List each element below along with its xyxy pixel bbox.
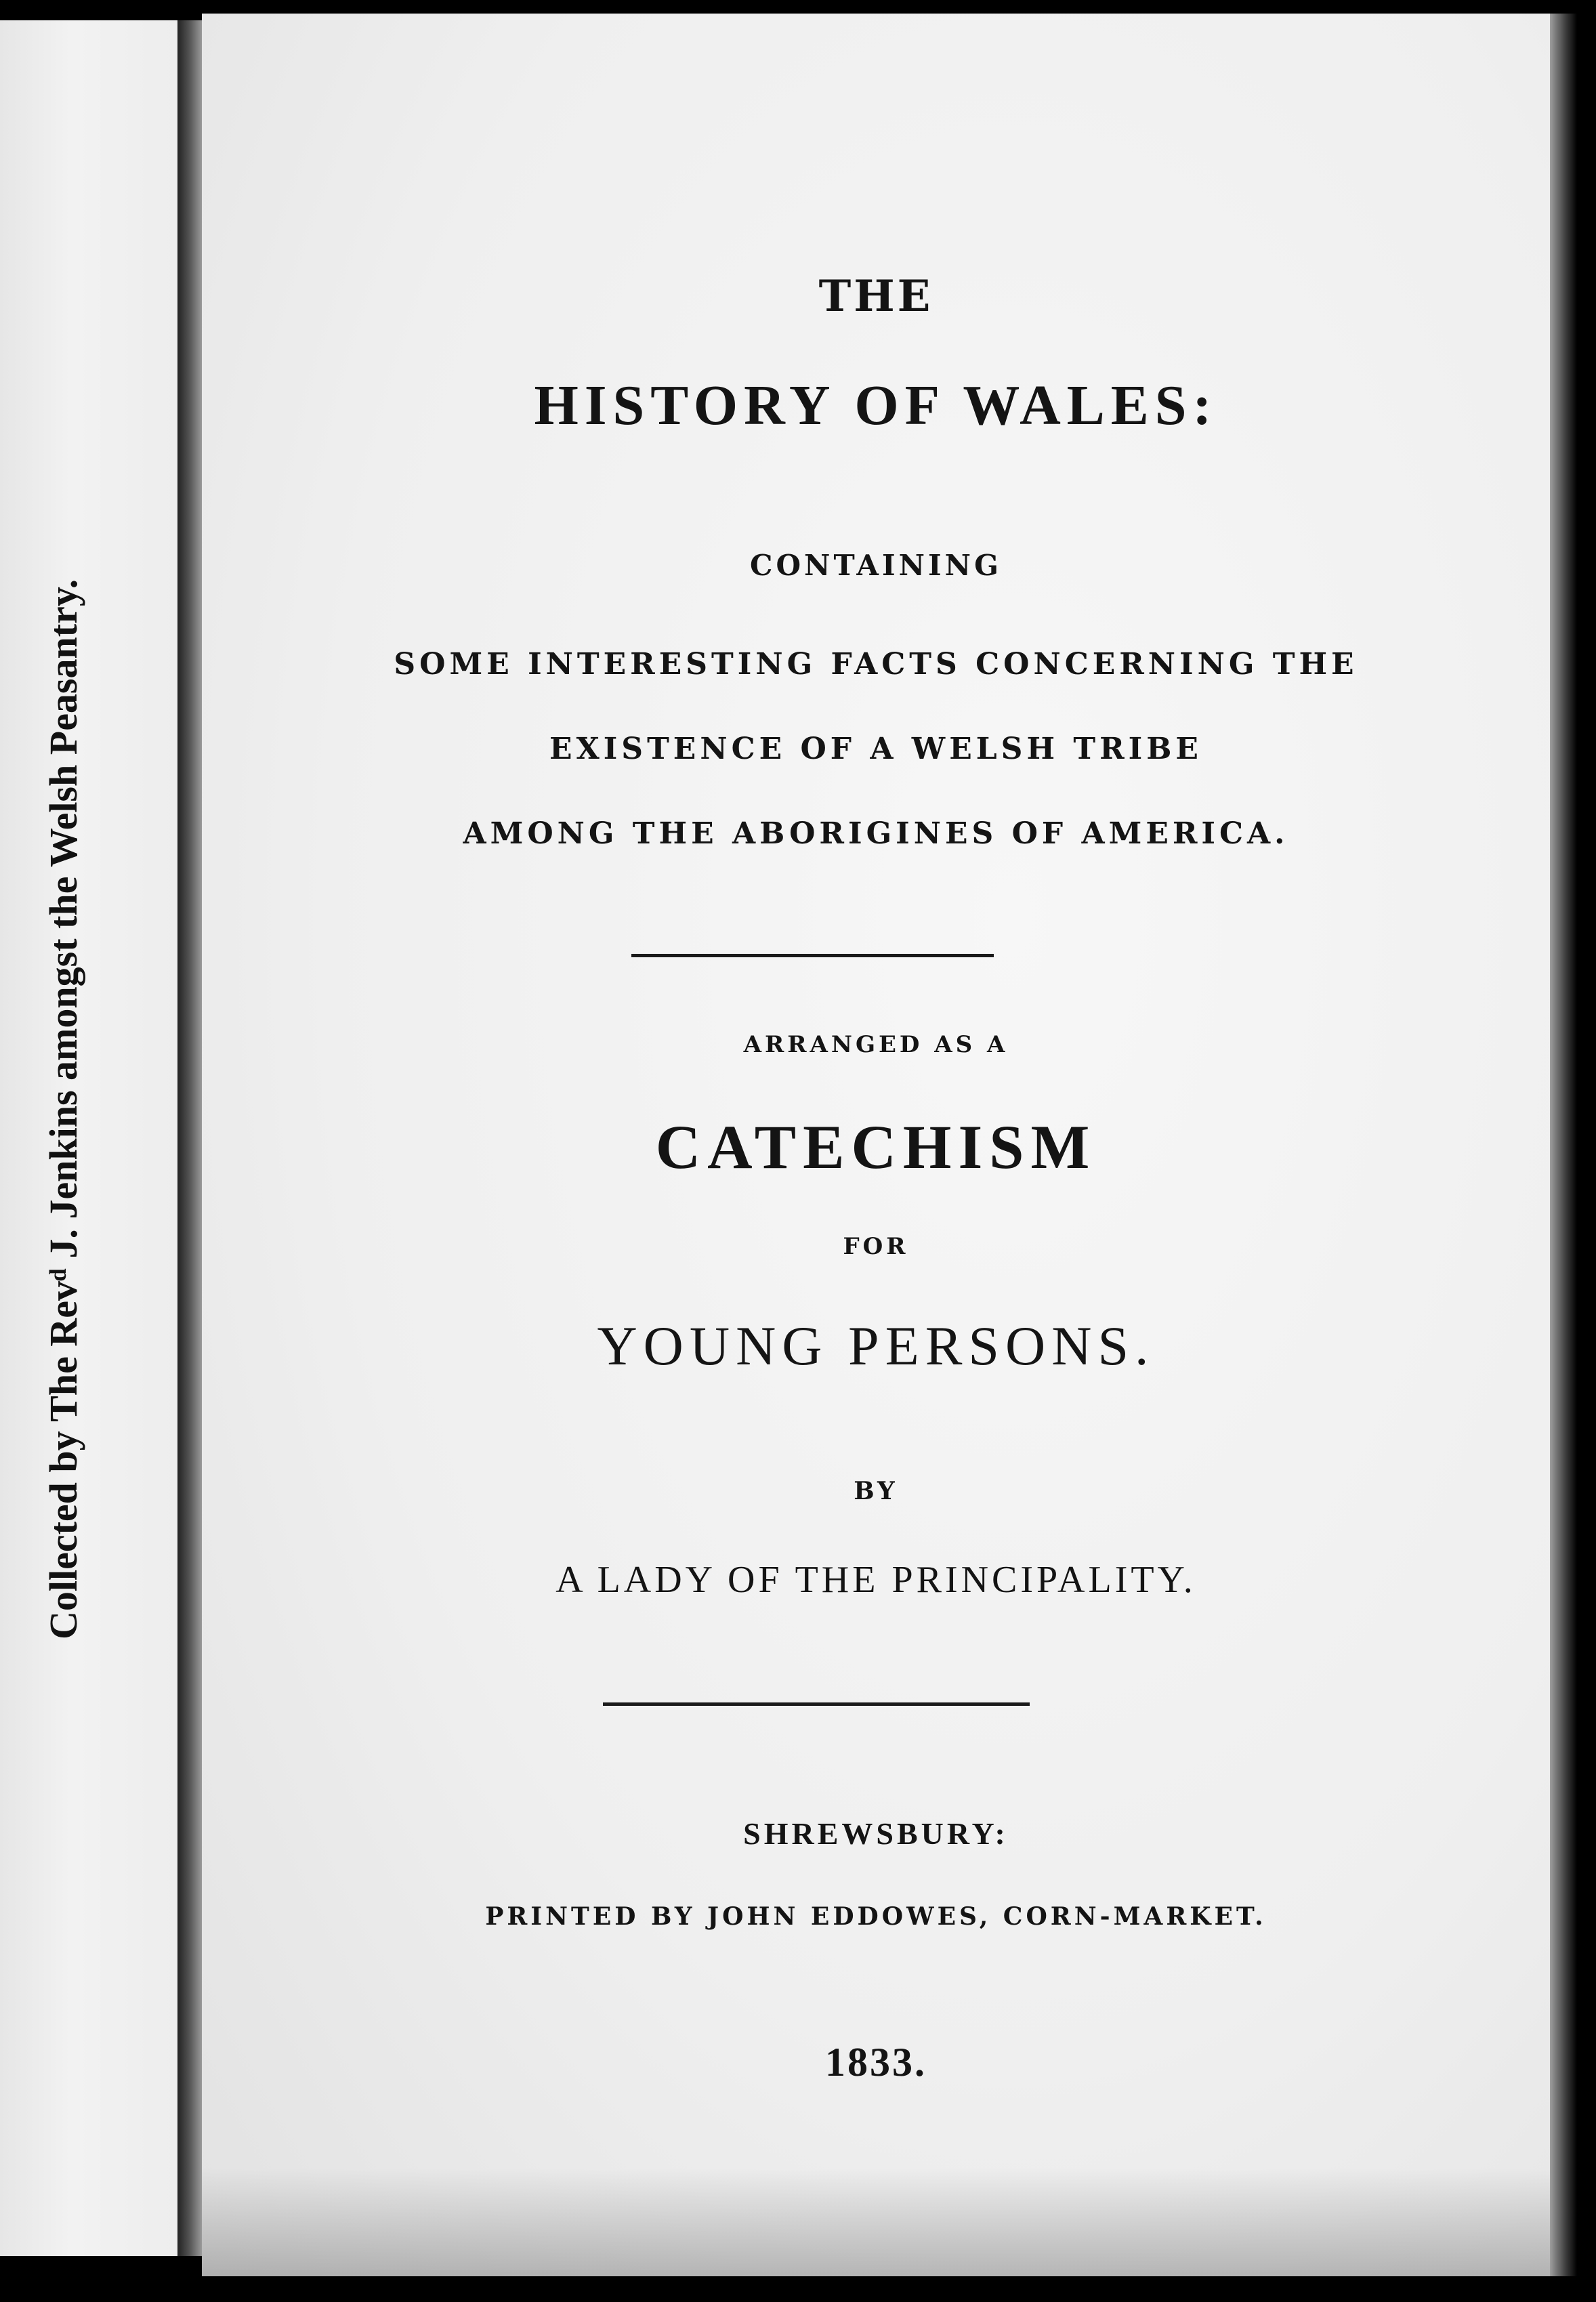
book-spine: [0, 20, 177, 2256]
subtitle-line: EXISTENCE OF A WELSH TRIBE: [549, 732, 1202, 766]
subtitle-line: AMONG THE ABORIGINES OF AMERICA.: [463, 816, 1289, 851]
containing-label: CONTAINING: [750, 549, 1002, 582]
imprint-year: 1833.: [825, 2040, 927, 2085]
spine-gutter-shadow: [177, 20, 202, 2256]
page-right-edge: [1550, 14, 1577, 2276]
author-line: A LADY OF THE PRINCIPALITY.: [555, 1559, 1196, 1601]
title-article: THE: [818, 271, 933, 322]
by-label: BY: [854, 1477, 898, 1505]
imprint-place: SHREWSBURY:: [743, 1816, 1009, 1851]
divider-rule: [603, 1702, 1030, 1706]
audience-heading: YOUNG PERSONS.: [597, 1315, 1155, 1377]
subtitle-line: SOME INTERESTING FACTS CONCERNING THE: [394, 647, 1358, 682]
spine-inscription: Collected by The Revᵈ J. Jenkins amongst the Welsh Peasantry.: [41, 579, 85, 1639]
catechism-heading: CATECHISM: [655, 1112, 1097, 1181]
book-title: HISTORY OF WALES:: [534, 374, 1218, 437]
imprint-printer: PRINTED BY JOHN EDDOWES, CORN-MARKET.: [485, 1902, 1267, 1931]
arranged-as-label: ARRANGED AS A: [743, 1031, 1009, 1058]
for-label: FOR: [843, 1233, 909, 1260]
divider-rule: [631, 954, 994, 957]
page-bottom-shade: [202, 2168, 1550, 2276]
